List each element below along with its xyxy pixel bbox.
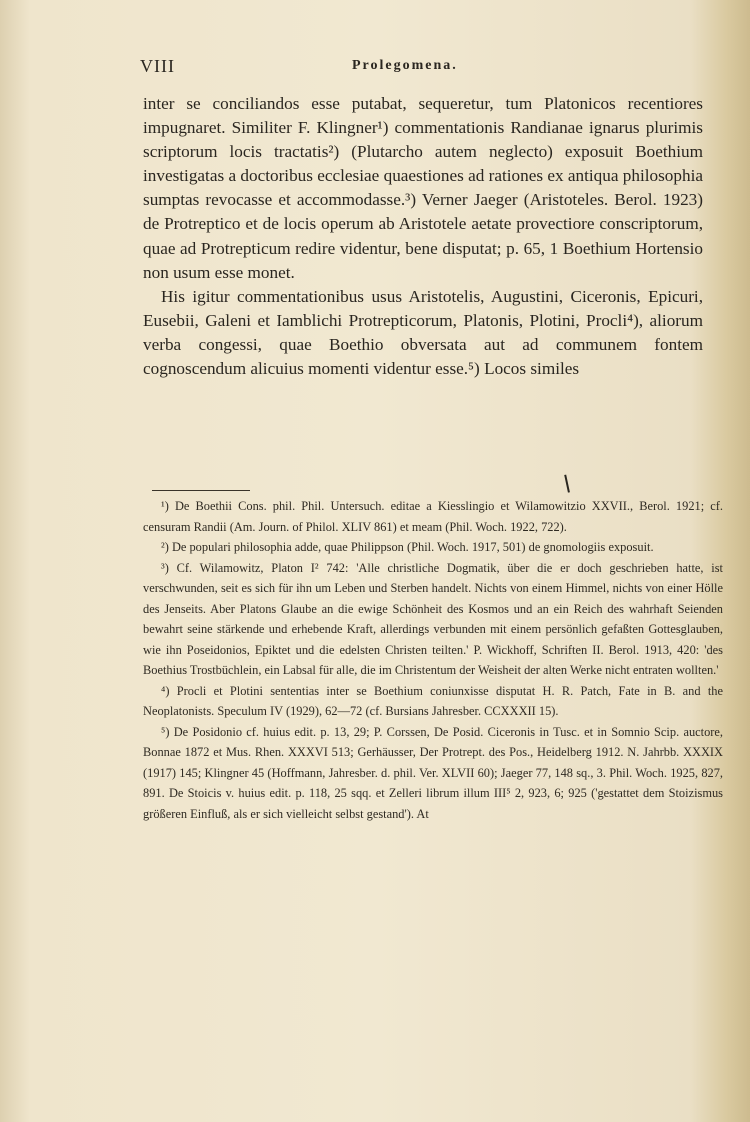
footnote: ⁴) Procli et Plotini sententias inter se Boethium coniunxisse disputat H. R. Patch, Fate in B. and the Neoplatonists. Speculum IV (1929), 62—72 (cf. Bursians Jahresber. CCXXXII 15). bbox=[143, 683, 723, 718]
body-paragraph: inter se conciliandos esse putabat, sequeretur, tum Platonicos recentiores impugnaret. Similiter F. Klingner¹) commentationis Randianae ignarus plurimis scriptorum locis tractatis²) (Plutarcho autem neglecto) exposuit Boethium investigatas a doctoribus ecclesiae quaestiones ad rationes ex antiqua philosophia sumptas revocasse et accommodasse.³) Verner Jaeger (Aristoteles. Berol. 1923) de Protreptico et de locis operum ab Aristotele aetate provectiore conscriptorum, quae ad Protrepticum redire videntur, bene disputat; p. 65, 1 Boethium Hortensio non usum esse monet. bbox=[143, 94, 703, 282]
body-paragraph: His igitur commentationibus usus Aristotelis, Augustini, Ciceronis, Epicuri, Eusebii, Galeni et Iamblichi Protrepticorum, Platonis, Plotini, Procli⁴), aliorum verba congessi, quae Boethio obversata aut ad communem fontem cognoscendum alicuius momenti videntur esse.⁵) Locos similes bbox=[143, 286, 703, 379]
page-header bbox=[140, 56, 700, 80]
footnote-separator bbox=[152, 490, 250, 491]
footnote: ³) Cf. Wilamowitz, Platon I² 742: 'Alle christliche Dogmatik, über die er doch geschrieben hatte, ist verschwunden, seit es sich für ihn um Leben und Sterben handelt. Nichts von einem Himmel, nichts von einer Hölle des Jenseits. Aber Platons Glaube an die ewige Schönheit des Kosmos und an ein Reich des wahrhaft Seienden bewahrt seine stärkende und erhebende Kraft, allerdings verbunden mit einem persönlich gefaßten Gottesglauben, wie ihn Poseidonios, Epiktet und die edelsten Christen teilten.' P. Wickhoff, Schriften II. Berol. 1913, 420: 'des Boethius Trostbüchlein, ein Labsal für alle, die im Christentum der Weisheit der alten Werke nicht entraten wollten.' bbox=[143, 560, 723, 677]
running-title: Prolegomena. bbox=[352, 58, 458, 73]
footnote: ²) De populari philosophia adde, quae Philippson (Phil. Woch. 1917, 501) de gnomologiis exposuit. bbox=[161, 540, 654, 554]
footnote: ⁵) De Posidonio cf. huius edit. p. 13, 29; P. Corssen, De Posid. Ciceronis in Tusc. et in Somnio Scip. auctore, Bonnae 1872 et Mus. Rhen. XXXVI 513; Gerhäusser, Der Protrept. des Pos., Heidelberg 1912. N. Jahrbb. XXXIX (1917) 145; Klingner 45 (Hoffmann, Jahresber. d. phil. Ver. XLVII 60); Jaeger 77, 148 sq., 3. Phil. Woch. 1925, 827, 891. De Stoicis v. huius edit. p. 118, 25 sqq. et Zelleri librum illum III⁵ 2, 923, 6; 925 ('gestattet dem Stoizismus größeren Einfluß, als er sich vielleicht selbst gestand'). At bbox=[143, 724, 723, 821]
pen-mark bbox=[564, 473, 576, 492]
main-text bbox=[143, 92, 703, 381]
footnotes bbox=[143, 496, 723, 824]
page-number: VIII bbox=[140, 56, 175, 76]
footnote: ¹) De Boethii Cons. phil. Phil. Untersuch. editae a Kiesslingio et Wilamowitzio XXVII., Berol. 1921; cf. censuram Randii (Am. Journ. of Philol. XLIV 861) et meam (Phil. Woch. 1922, 722). bbox=[143, 499, 723, 534]
